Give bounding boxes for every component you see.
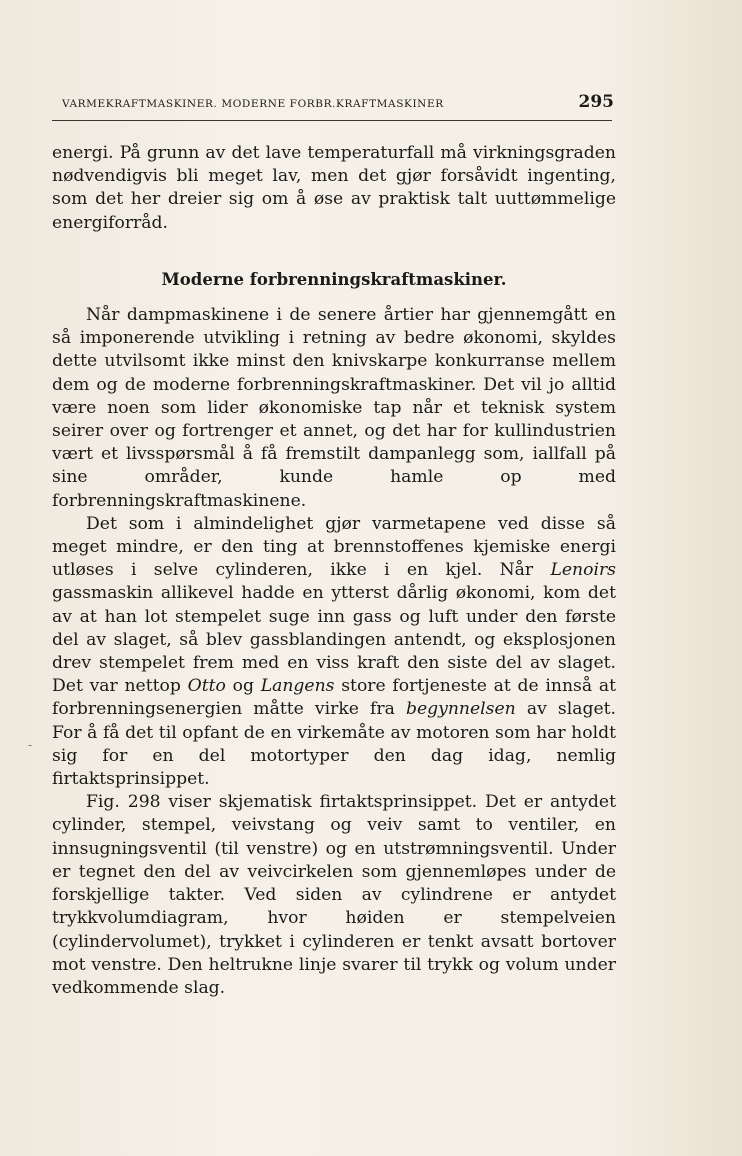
page-body — [52, 142, 616, 1000]
text-run: gassmaskin allikevel hadde en ytterst dårlig økonomi, kom det av at han lot stempelet suge inn gass og luft under den første del av slaget, så blev gassblandingen antendt, og eksplosjonen drev stempelet frem med en viss kraft den siste del av slaget. Det var nettop — [52, 583, 616, 697]
running-head — [62, 92, 614, 112]
running-head-title: VARMEKRAFTMASKINER. MODERNE FORBR.KRAFTMASKINER — [62, 98, 444, 110]
text-run: av slaget. For å få det til opfant de en virkemåte av motoren som har holdt sig for en del motortyper den dag idag, nemlig firtaktsprinsippet. — [52, 699, 616, 790]
page-number: 295 — [578, 92, 614, 112]
text-run: Det som i almindelighet gjør varmetapene ved disse så meget mindre, er den ting at brennstoffenes kjemiske energi utløses i selve cylinderen, ikke i en kjel. Når — [52, 513, 616, 581]
italic-name: Otto — [187, 676, 226, 697]
text-run: og — [225, 676, 261, 697]
italic-name: Lenoirs — [550, 560, 616, 581]
margin-mark: - — [28, 738, 33, 752]
paragraph: Når dampmaskinene i de senere årtier har gjennemgått en så imponerende utvikling i retning av bedre økonomi, skyldes dette utvilsomt ikke minst den knivskarpe konkurranse mellem dem og de moderne forbrenningskraftmaskiner. Det vil jo alltid være noen som lider økonomiske tap når et teknisk system seirer over og fortrenger et annet, og det har for kullindustrien vært et livsspørsmål å få fremstilt dampanlegg som, iallfall på sine områder, kunde hamle op med forbrenningskraftmaskinene. — [52, 305, 616, 511]
paragraph-with-italics — [52, 513, 616, 791]
paragraph: Fig. 298 viser skjematisk firtaktsprinsippet. Det er antydet cylinder, stempel, veivstang og veiv samt to ventiler, en innsugningsventil (til venstre) og en utstrømningsventil. Under er tegnet den del av veivcirkelen som gjennemløpes under de forskjellige takter. Ved siden av cylindrene er antydet trykkvolumdiagram, hvor høiden er stempelveien (cylindervolumet), trykket i cylinderen er tenkt avsatt bortover mot venstre. Den heltrukne linje svarer til trykk og volum under vedkommende slag. — [52, 792, 616, 998]
text-run: store fortjeneste at de innså at forbrenningsenergien måtte virke fra — [52, 676, 616, 720]
header-rule — [52, 120, 612, 121]
italic-name: Langens — [260, 676, 335, 697]
paragraph-continuation: energi. På grunn av det lave temperaturfall må virkningsgraden nødvendigvis bli meget lav, men det gjør forsåvidt ingenting, som det her dreier sig om å øse av praktisk talt uuttømmelige energiforråd. — [52, 143, 616, 233]
italic-name: begynnelsen — [405, 699, 516, 720]
section-heading: Moderne forbrenningskraftmaskiner. — [161, 269, 507, 289]
